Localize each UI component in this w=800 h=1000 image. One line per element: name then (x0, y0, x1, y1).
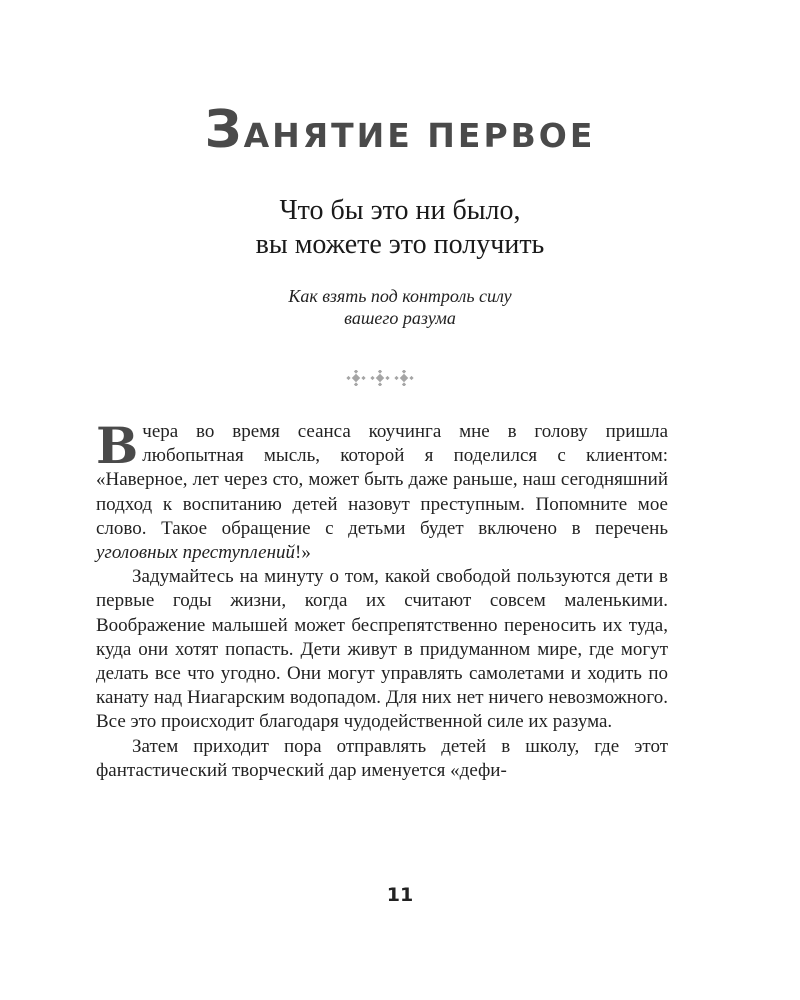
tagline-line-2: вашего разума (344, 308, 456, 328)
subtitle-line-2: вы можете это получить (255, 229, 545, 260)
page-number: 11 (386, 884, 414, 906)
chapter-title-initial: З (204, 100, 244, 160)
paragraph-2: Задумайтесь на минуту о том, какой свободой пользуются дети в первые годы жизни, когда их считают совсем маленькими. Воображение малышей может беспрепятственно переносить их туда, куда они хотят попасть. Дети живут в придуманном мире, где могут делать все что угодно. Они могут управлять самолетами и ходить по канату над Ниагарским водопадом. Для них нет ничего невозможного. Все это происходит благодаря чудодейственной силе их разума. (96, 566, 668, 733)
body-text (96, 416, 668, 783)
chapter-tagline (0, 285, 800, 329)
subtitle-line-1: Что бы это ни было, (279, 195, 521, 226)
paragraph-1-end: !» (295, 542, 311, 564)
chapter-title (0, 100, 800, 160)
drop-cap: В (96, 416, 139, 475)
chapter-subtitle (0, 194, 800, 262)
paragraph-1-italic: уголовных преступлений (96, 542, 296, 564)
tagline-line-1: Как взять под контроль силу (288, 286, 512, 306)
diamond-ornament-icon (345, 370, 415, 386)
chapter-title-rest: АНЯТИЕ ПЕРВОЕ (243, 116, 596, 155)
paragraph-3: Затем приходит пора отправлять детей в школу, где этот фантастический творческий дар именуется «дефи- (96, 735, 668, 781)
paragraph-1 (96, 416, 668, 565)
paragraph-1-text: чера во время сеанса коучинга мне в голову пришла любопытная мысль, которой я поделился с клиентом: «Наверное, лет через сто, может быть даже раньше, наш сегодняшний подход к воспитанию детей назовут преступным. Попомните мое слово. Такое обращение с детьми будет включено в перечень (96, 421, 668, 539)
